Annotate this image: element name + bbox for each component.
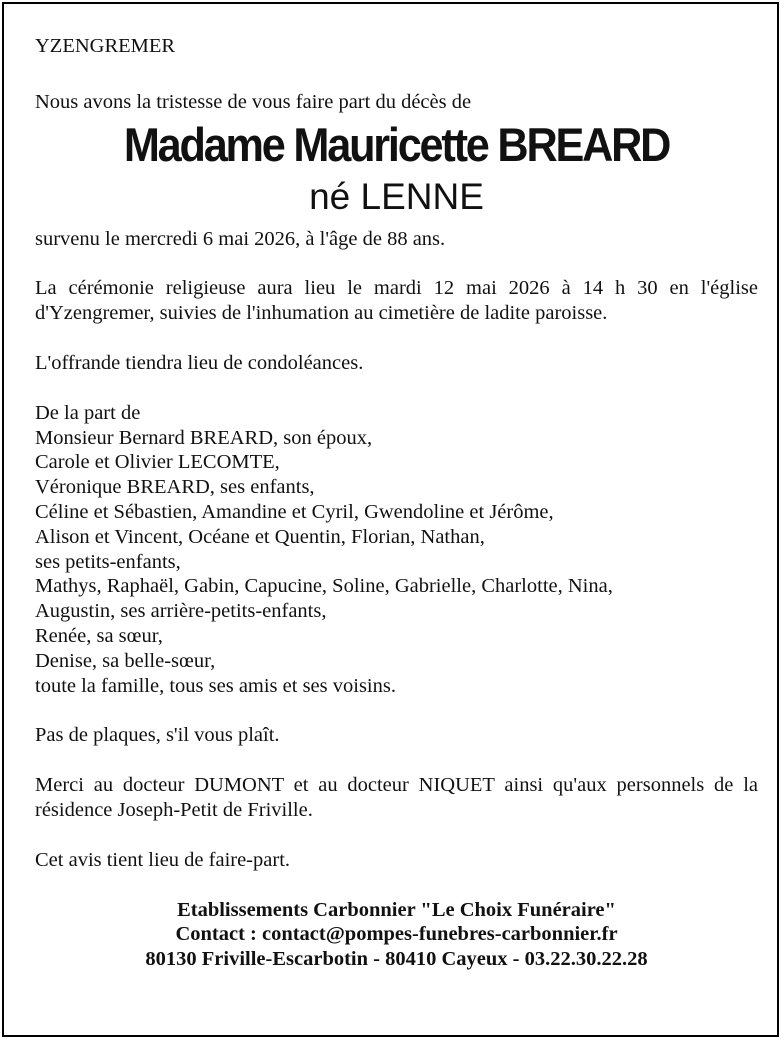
family-line: De la part de bbox=[35, 401, 141, 424]
ceremony-text: La cérémonie religieuse aura lieu le mardi 12 mai 2026 à 14 h 30 en l'église d'Yzengremer, suivies de l'inhumation au cimetière de ladite paroisse. bbox=[35, 277, 758, 325]
family-line: Denise, sa belle-sœur, bbox=[35, 649, 216, 672]
family-line: Augustin, ses arrière-petits-enfants, bbox=[35, 600, 327, 623]
family-line: Céline et Sébastien, Amandine et Cyril, Gwendoline et Jérôme, bbox=[35, 500, 554, 523]
family-line: Monsieur Bernard BREARD, son époux, bbox=[35, 426, 373, 449]
family-line: Carole et Olivier LECOMTE, bbox=[35, 451, 280, 474]
funeral-home-footer bbox=[35, 898, 758, 972]
funeral-home-name: Etablissements Carbonnier "Le Choix Funéraire" bbox=[177, 898, 616, 921]
intro-text: Nous avons la tristesse de vous faire part du décès de bbox=[35, 90, 472, 113]
family-line: Alison et Vincent, Océane et Quentin, Florian, Nathan, bbox=[35, 525, 485, 548]
family-line: ses petits-enfants, bbox=[35, 550, 181, 573]
family-line: Véronique BREARD, ses enfants, bbox=[35, 476, 315, 499]
notice-frame bbox=[2, 2, 779, 1037]
no-plaques-text: Pas de plaques, s'il vous plaît. bbox=[35, 724, 280, 747]
family-line: Mathys, Raphaël, Gabin, Capucine, Soline, Gabrielle, Charlotte, Nina, bbox=[35, 575, 613, 598]
maiden-name: né LENNE bbox=[309, 175, 484, 217]
notice-content bbox=[35, 34, 758, 972]
town-name: YZENGREMER bbox=[35, 35, 176, 57]
funeral-home-contact: Contact : contact@pompes-funebres-carbonnier.fr bbox=[175, 923, 618, 946]
funeral-home-address: 80130 Friville-Escarbotin - 80410 Cayeux - 03.22.30.22.28 bbox=[145, 948, 648, 971]
deceased-name: Madame Mauricette BREARD bbox=[123, 117, 670, 171]
family-list bbox=[35, 401, 758, 699]
closing-text: Cet avis tient lieu de faire-part. bbox=[35, 848, 291, 871]
death-text: survenu le mercredi 6 mai 2026, à l'âge de 88 ans. bbox=[35, 227, 446, 250]
family-line: toute la famille, tous ses amis et ses voisins. bbox=[35, 674, 396, 697]
offering-text: L'offrande tiendra lieu de condoléances. bbox=[35, 351, 364, 374]
thanks-text: Merci au docteur DUMONT et au docteur NIQUET ainsi qu'aux personnels de la résidence Joseph-Petit de Friville. bbox=[35, 774, 758, 821]
family-line: Renée, sa sœur, bbox=[35, 624, 163, 647]
